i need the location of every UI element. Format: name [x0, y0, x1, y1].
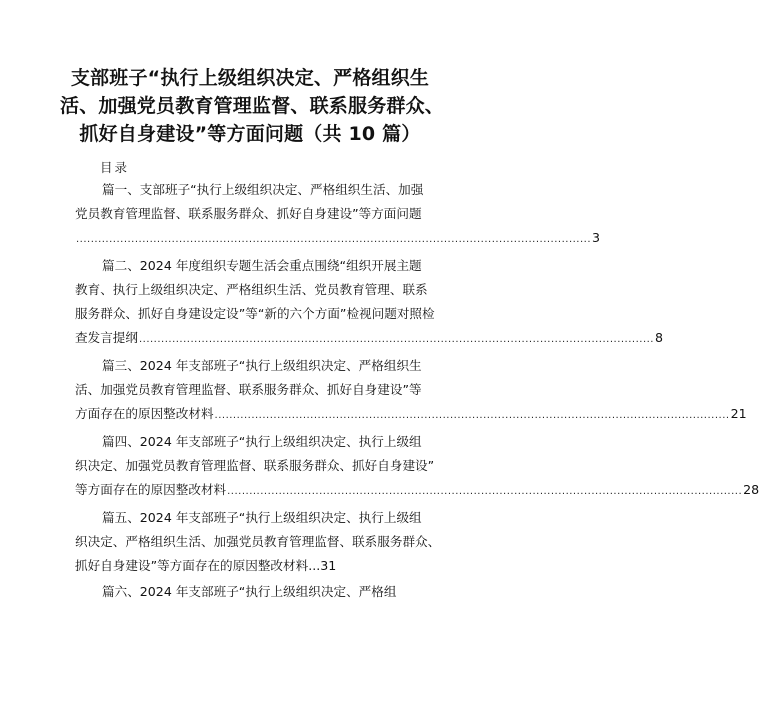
toc-entry[interactable] — [75, 430, 759, 504]
toc-leader-line — [75, 478, 759, 504]
toc-entry-line: 教育、执行上级组织决定、严格组织生活、党员教育管理、联系 — [75, 282, 428, 297]
toc-entry-line: 篇一、支部班子“执行上级组织决定、严格组织生活、加强 — [102, 182, 424, 197]
dot-leader: ............................................................................................................................................ — [214, 410, 730, 421]
toc-leader-line — [75, 402, 747, 428]
toc-entry-line: 抓好自身建设”等方面存在的原因整改材料... — [75, 558, 321, 573]
toc-entry-line: 篇二、2024 年度组织专题生活会重点围绕“组织开展主题 — [102, 258, 422, 273]
toc-entry-line: 党员教育管理监督、联系服务群众、抓好自身建设”等方面问题 — [75, 206, 422, 221]
toc-entry-line: 等方面存在的原因整改材料 — [75, 482, 227, 497]
toc-leader-line — [75, 554, 427, 578]
dot-leader: ............................................................................................................................................ — [138, 334, 654, 345]
title-line: 活、加强党员教育管理监督、联系服务群众、 — [60, 95, 445, 117]
toc-entry-line: 方面存在的原因整改材料 — [75, 406, 214, 421]
toc-entry-line: 服务群众、抓好自身建设定设”等“新的六个方面”检视问题对照检 — [75, 306, 435, 321]
dot-leader: ............................................................................................................................................ — [227, 486, 743, 497]
toc-entry-line: 篇三、2024 年支部班子“执行上级组织决定、严格组织生 — [102, 358, 422, 373]
toc-leader-line — [75, 326, 664, 352]
title-line: 支部班子“执行上级组织决定、严格组织生 — [70, 67, 430, 89]
document-title — [60, 64, 445, 148]
toc-entry-line: 织决定、严格组织生活、加强党员教育管理监督、联系服务群众、 — [75, 534, 441, 549]
toc-page-number: 28 — [743, 482, 759, 497]
title-line: 抓好自身建设”等方面问题（共 10 篇） — [79, 123, 421, 145]
toc-entry-line: 查发言提纲 — [75, 330, 138, 345]
toc-entry-line: 篇六、2024 年支部班子“执行上级组织决定、严格组 — [102, 584, 397, 599]
toc-entry[interactable] — [75, 580, 427, 604]
toc-entry[interactable] — [75, 178, 601, 252]
toc-page-number: 3 — [592, 230, 601, 245]
toc-entry-line: 篇五、2024 年支部班子“执行上级组织决定、执行上级组 — [102, 510, 422, 525]
toc-page-number: 31 — [320, 558, 337, 573]
toc-heading: 目录 — [100, 160, 130, 175]
toc-entry-line: 活、加强党员教育管理监督、联系服务群众、抓好自身建设”等 — [75, 382, 422, 397]
toc-entry[interactable] — [75, 254, 664, 352]
toc-entry-line: 篇四、2024 年支部班子“执行上级组织决定、执行上级组 — [102, 434, 422, 449]
toc-entry[interactable] — [75, 354, 747, 428]
table-of-contents — [75, 178, 759, 606]
toc-page-number: 8 — [655, 330, 664, 345]
toc-entry-line: 织决定、加强党员教育管理监督、联系服务群众、抓好自身建设” — [75, 458, 435, 473]
toc-leader-line — [75, 226, 601, 252]
toc-entry[interactable] — [75, 506, 441, 578]
dot-leader: ............................................................................................................................................ — [76, 234, 592, 245]
toc-page-number: 21 — [730, 406, 747, 421]
